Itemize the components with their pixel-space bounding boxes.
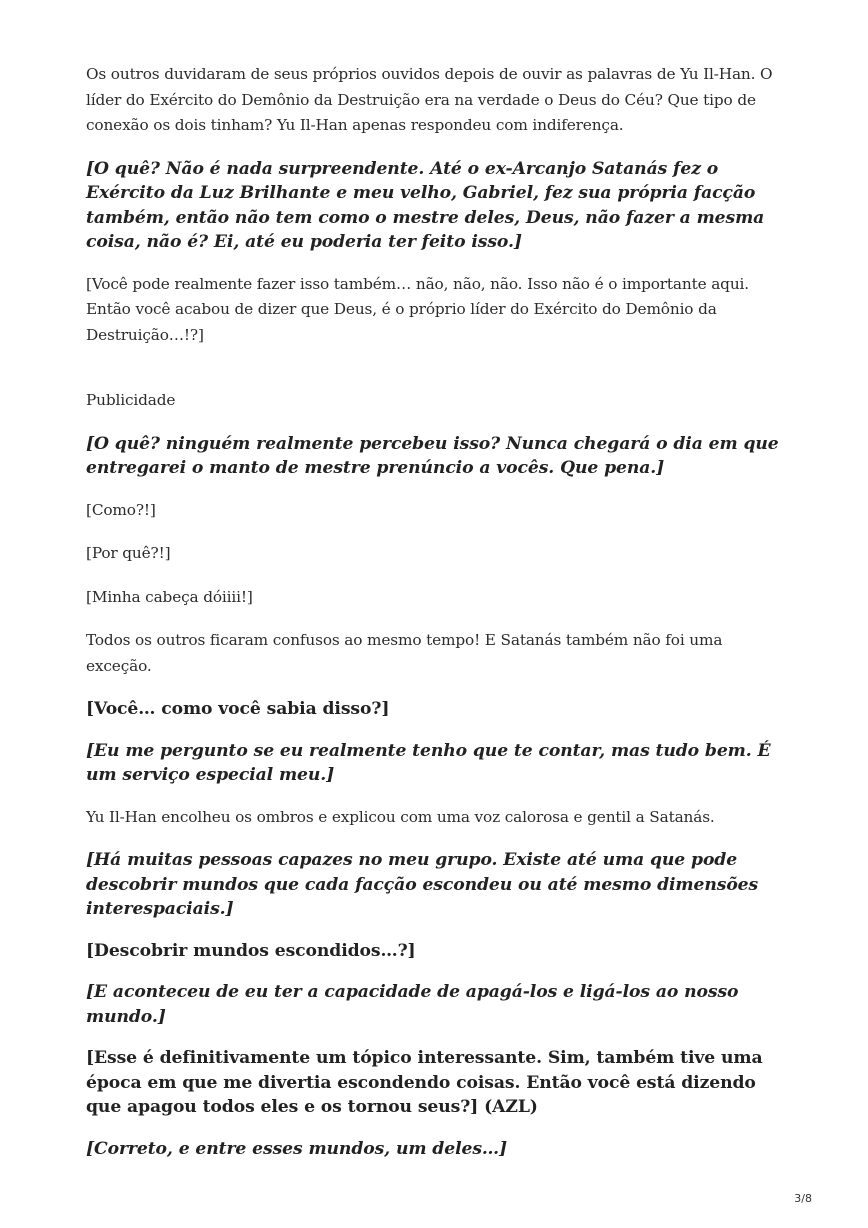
dialogue-satanas: [Você… como você sabia disso?] [86,699,390,719]
dialogue-yu-il-han: [Eu me pergunto se eu realmente tenho que te contar, mas tudo bem. É um serviço especial meu.] [86,740,771,785]
dialogue-paragraph: [Minha cabeça dóiiii!] [86,587,253,606]
dialogue-yu-il-han: [O quê? ninguém realmente percebeu isso? Nunca chegará o dia em que entregarei o manto de mestre prenúncio a vocês. Que pena.] [86,433,779,478]
dialogue-yu-il-han: [O quê? Não é nada surpreendente. Até o ex-Arcanjo Satanás fez o Exército da Luz Brilhante e meu velho, Gabriel, fez sua própria facção também, então não tem como o mestre deles, Deus, não fazer a mesma coisa, não é? Ei, até eu poderia ter feito isso.] [86,158,765,252]
narration-paragraph: Os outros duvidaram de seus próprios ouvidos depois de ouvir as palavras de Yu Il-Han. O líder do Exército do Demônio da Destruição era na verdade o Deus do Céu? Que tipo de conexão os dois tinham? Yu Il-Han apenas respondeu com indiferença. [86,65,773,134]
narration-paragraph: Todos os outros ficaram confusos ao mesmo tempo! E Satanás também não foi uma exceção. [86,631,723,675]
dialogue-yu-il-han: [Correto, e entre esses mundos, um deles…] [86,1138,508,1159]
dialogue-paragraph: [Por quê?!] [86,544,171,562]
page-number: 3/8 [794,1192,812,1205]
dialogue-paragraph: [Você pode realmente fazer isso também… não, não, não. Isso não é o importante aqui. Então você acabou de dizer que Deus, é o próprio líder do Exército do Demônio da Destruição…!?] [86,274,749,344]
dialogue-satanas: [Esse é definitivamente um tópico interessante. Sim, também tive uma época em que me divertia escondendo coisas. Então você está dizendo que apagou todos eles e os tornou seus?] (AZL) [86,1048,763,1117]
dialogue-paragraph: [Como?!] [86,500,156,519]
dialogue-yu-il-han: [Há muitas pessoas capazes no meu grupo. Existe até uma que pode descobrir mundos que cada facção escondeu ou até mesmo dimensões interespaciais.] [86,850,759,919]
dialogue-yu-il-han: [E aconteceu de eu ter a capacidade de apagá-los e ligá-los ao nosso mundo.] [86,982,739,1027]
document-body [86,62,786,1178]
narration-paragraph: Yu Il-Han encolheu os ombros e explicou com uma voz calorosa e gentil a Satanás. [86,807,715,826]
advertisement-label: Publicidade [86,391,176,409]
dialogue-satanas: [Descobrir mundos escondidos…?] [86,940,416,961]
